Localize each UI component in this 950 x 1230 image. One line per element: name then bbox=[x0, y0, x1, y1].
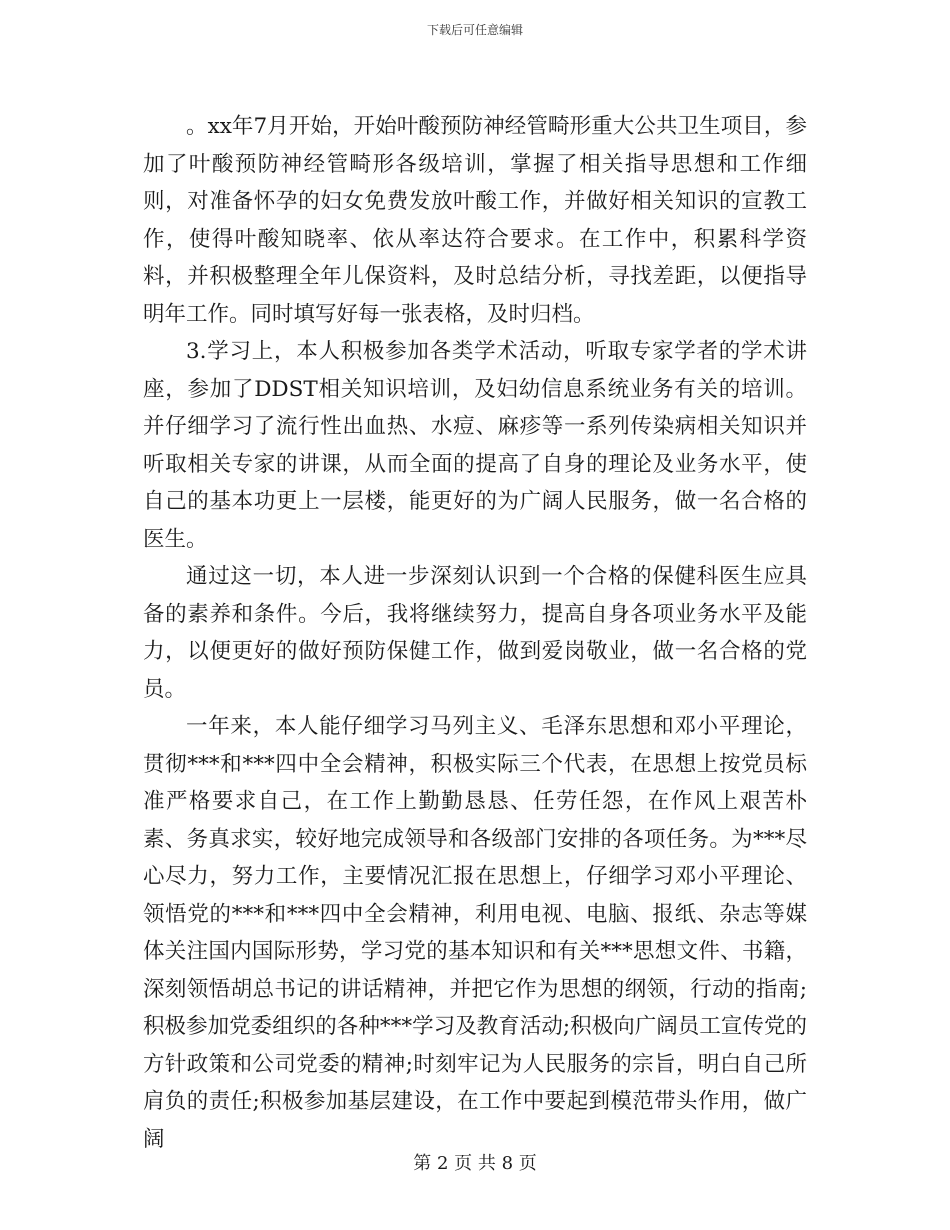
document-body bbox=[143, 108, 807, 1158]
paragraph-study: 3.学习上，本人积极参加各类学术活动，听取专家学者的学术讲座，参加了DDST相关知识培训，及妇幼信息系统业务有关的培训。并仔细学习了流行性出血热、水痘、麻疹等一系列传染病相关知识并听取相关专家的讲课，从而全面的提高了自身的理论及业务水平，使自己的基本功更上一层楼，能更好的为广阔人民服务，做一名合格的医生。 bbox=[143, 339, 807, 552]
paragraph-folic-acid-project: 。xx年7月开始，开始叶酸预防神经管畸形重大公共卫生项目，参加了叶酸预防神经管畸形各级培训，掌握了相关指导思想和工作细则，对准备怀孕的妇女免费发放叶酸工作，并做好相关知识的宣教工作，使得叶酸知晓率、依从率达符合要求。在工作中，积累科学资料，并积极整理全年儿保资料，及时总结分析，寻找差距，以便指导明年工作。同时填写好每一张表格，及时归档。 bbox=[143, 114, 807, 327]
page-header: 下载后可任意编辑 bbox=[426, 23, 523, 37]
paragraph-summary: 通过这一切，本人进一步深刻认识到一个合格的保健科医生应具备的素养和条件。今后，我将继续努力，提高自身各项业务水平及能力，以便更好的做好预防保健工作，做到爱岗敬业，做一名合格的党员。 bbox=[143, 564, 807, 702]
paragraph-year-review: 一年来，本人能仔细学习马列主义、毛泽东思想和邓小平理论，贯彻***和***四中全会精神，积极实际三个代表，在思想上按党员标准严格要求自己，在工作上勤勤恳恳、任劳任怨，在作风上艰苦朴素、务真求实，较好地完成领导和各级部门安排的各项任务。为***尽心尽力，努力工作，主要情况汇报在思想上，仔细学习邓小平理论、领悟党的***和***四中全会精神，利用电视、电脑、报纸、杂志等媒体关注国内国际形势，学习党的基本知识和有关***思想文件、书籍，深刻领悟胡总书记的讲话精神，并把它作为思想的纲领，行动的指南;积极参加党委组织的各种***学习及教育活动;积极向广阔员工宣传党的方针政策和公司党委的精神;时刻牢记为人民服务的宗旨，明白自己所肩负的责任;积极参加基层建设，在工作中要起到模范带头作用，做广阔 bbox=[143, 714, 807, 1152]
page-number-footer: 第 2 页 共 8 页 bbox=[413, 1153, 537, 1174]
